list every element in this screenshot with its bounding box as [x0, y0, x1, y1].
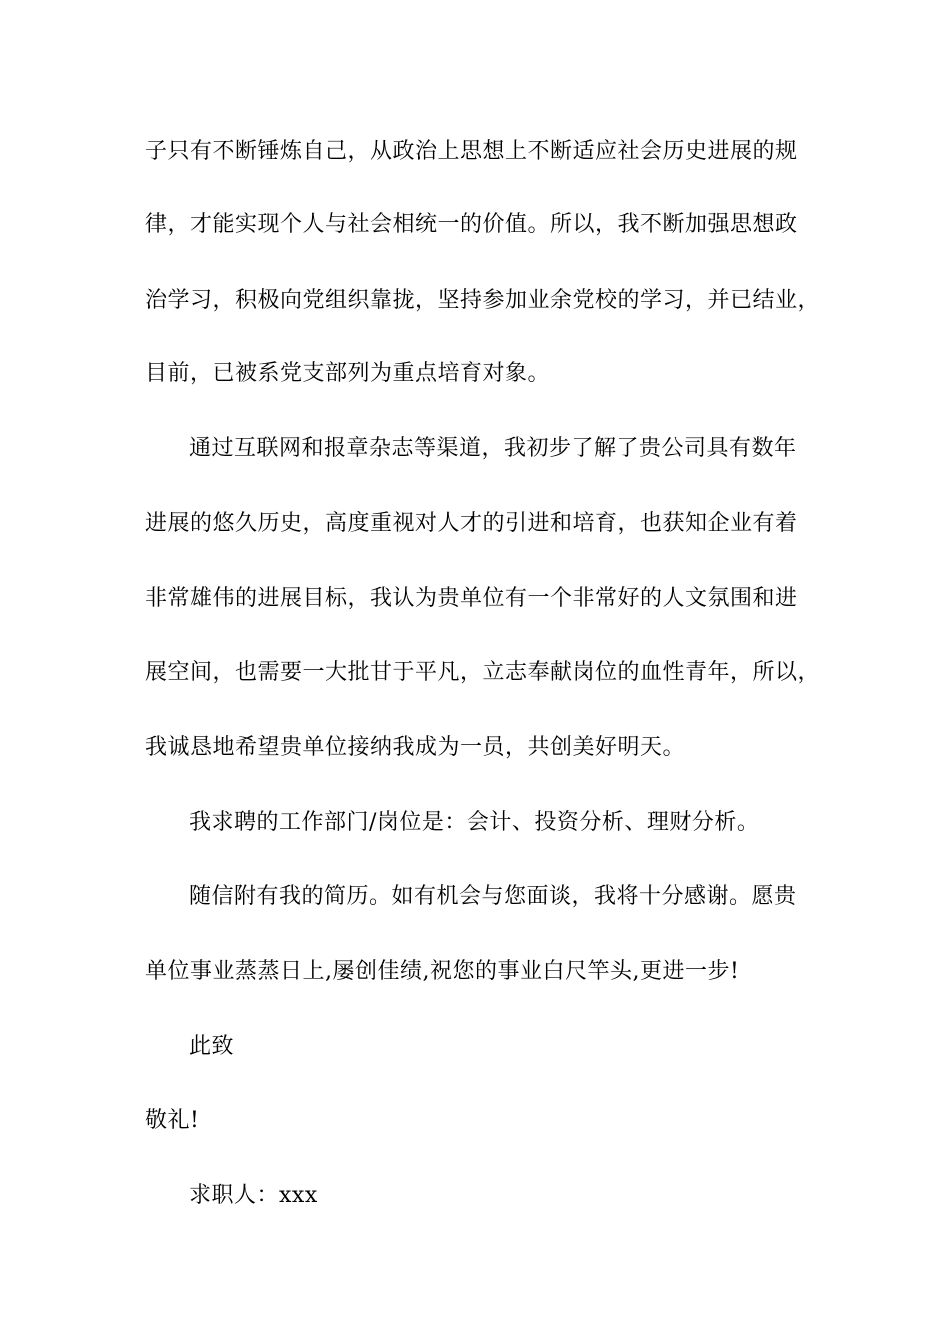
signature-line: 求职人：xxx	[189, 1183, 318, 1208]
paragraph-line: 非常雄伟的进展目标，我认为贵单位有一个非常好的人文氛围和进	[145, 586, 798, 611]
paragraph-line: 律，才能实现个人与社会相统一的价值。所以，我不断加强思想政	[145, 212, 798, 237]
paragraph-line: 随信附有我的简历。如有机会与您面谈，我将十分感谢。愿贵	[189, 884, 797, 909]
paragraph-line: 目前，已被系党支部列为重点培育对象。	[145, 361, 551, 386]
paragraph-line: 展空间，也需要一大批甘于平凡，立志奉献岗位的血性青年，所以，	[145, 660, 821, 685]
paragraph-line: 子只有不断锤炼自己，从政治上思想上不断适应社会历史进展的规	[145, 139, 798, 164]
paragraph-line: 进展的悠久历史，高度重视对人才的引进和培育，也获知企业有着	[145, 511, 798, 536]
paragraph-line: 通过互联网和报章杂志等渠道，我初步了解了贵公司具有数年	[189, 436, 797, 461]
paragraph-line: 单位事业蒸蒸日上,屡创佳绩,祝您的事业白尺竿头,更进一步!	[145, 959, 740, 984]
paragraph-line: 我求聘的工作部门/岗位是：会计、投资分析、理财分析。	[189, 810, 760, 835]
paragraph-line: 治学习，积极向党组织靠拢，坚持参加业余党校的学习，并已结业，	[145, 288, 821, 313]
closing-salutation: 此致	[189, 1034, 235, 1059]
closing-regards: 敬礼!	[145, 1108, 200, 1133]
paragraph-line: 我诚恳地希望贵单位接纳我成为一员，共创美好明天。	[145, 735, 686, 760]
